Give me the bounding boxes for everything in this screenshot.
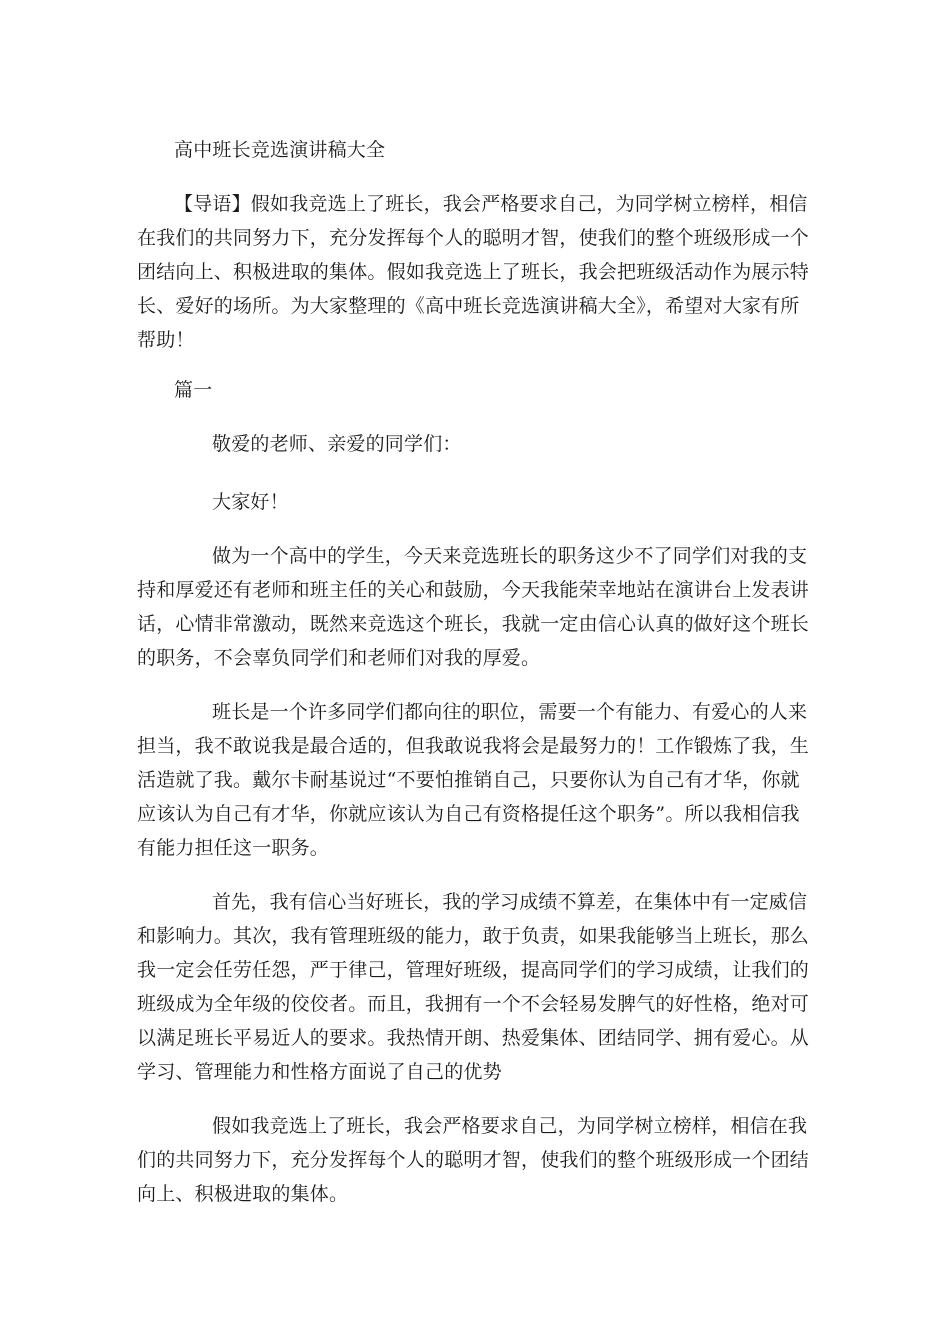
section-title: 篇一 [174, 379, 213, 401]
paragraph-line: 有能力担任这一职务。 [137, 837, 330, 859]
document-title: 高中班长竞选演讲稿大全 [174, 139, 386, 161]
intro-line: 【导语】假如我竞选上了班长，我会严格要求自己，为同学树立榜样，相信 [174, 193, 808, 215]
paragraph-line: 首先，我有信心当好班长，我的学习成绩不算差，在集体中有一定威信 [212, 891, 808, 913]
paragraph-line: 持和厚爱还有老师和班主任的关心和鼓励，今天我能荣幸地站在演讲台上发表讲 [137, 579, 810, 601]
paragraph-line: 班长是一个许多同学们都向往的职位，需要一个有能力、有爱心的人来 [212, 701, 808, 723]
paragraph-line: 话，心情非常激动，既然来竞选这个班长，我就一定由信心认真的做好这个班长 [137, 613, 810, 635]
paragraph-line: 我一定会任劳任怨，严于律己，管理好班级，提高同学们的学习成绩，让我们的 [137, 959, 810, 981]
paragraph-line: 活造就了我。戴尔卡耐基说过“不要怕推销自己，只要你认为自己有才华，你就 [137, 769, 800, 791]
paragraph-line: 以满足班长平易近人的要求。我热情开朗、热爱集体、团结同学、拥有爱心。从 [137, 1027, 810, 1049]
intro-line: 长、爱好的场所。为大家整理的《高中班长竞选演讲稿大全》，希望对大家有所 [137, 295, 800, 317]
intro-line: 团结向上、积极进取的集体。假如我竞选上了班长，我会把班级活动作为展示特 [137, 261, 810, 283]
paragraph-line: 做为一个高中的学生，今天来竞选班长的职务这少不了同学们对我的支 [212, 545, 808, 567]
paragraph-line: 担当，我不敢说我是最合适的，但我敢说我将会是最努力的！工作锻炼了我，生 [137, 735, 810, 757]
intro-line: 在我们的共同努力下，充分发挥每个人的聪明才智，使我们的整个班级形成一个 [137, 227, 810, 249]
salutation: 敬爱的老师、亲爱的同学们： [212, 433, 462, 455]
paragraph-line: 们的共同努力下，充分发挥每个人的聪明才智，使我们的整个班级形成一个团结 [137, 1149, 810, 1171]
greeting: 大家好！ [212, 491, 289, 513]
paragraph-line: 的职务，不会辜负同学们和老师们对我的厚爱。 [137, 647, 541, 669]
paragraph-line: 和影响力。其次，我有管理班级的能力，敢于负责，如果我能够当上班长，那么 [137, 925, 810, 947]
intro-line: 帮助！ [137, 329, 195, 351]
paragraph-line: 应该认为自己有才华，你就应该认为自己有资格提任这个职务”。所以我相信我 [137, 803, 800, 825]
paragraph-line: 学习、管理能力和性格方面说了自己的优势 [137, 1061, 502, 1083]
paragraph-line: 假如我竞选上了班长，我会严格要求自己，为同学树立榜样，相信在我 [212, 1115, 808, 1137]
paragraph-line: 班级成为全年级的佼佼者。而且，我拥有一个不会轻易发脾气的好性格，绝对可 [137, 993, 810, 1015]
paragraph-line: 向上、积极进取的集体。 [137, 1183, 349, 1205]
